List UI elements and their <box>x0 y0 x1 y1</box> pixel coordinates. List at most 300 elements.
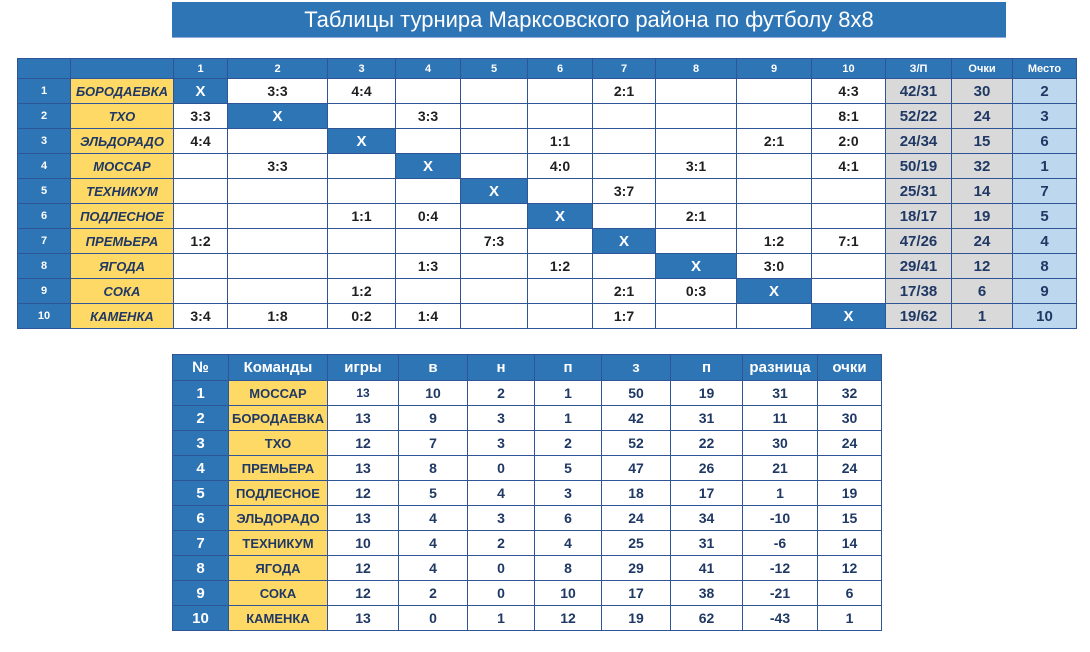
matrix-score-cell <box>328 104 396 129</box>
matrix-goals-cell: 17/38 <box>886 279 952 304</box>
standings-col-header: № <box>173 355 229 381</box>
standings-wins: 10 <box>399 381 468 406</box>
standings-team: ТЕХНИКУМ <box>229 531 328 556</box>
standings-goals-for: 18 <box>602 481 671 506</box>
standings-points: 32 <box>818 381 882 406</box>
standings-draws: 4 <box>468 481 535 506</box>
matrix-score-cell <box>461 279 528 304</box>
matrix-score-cell <box>593 129 656 154</box>
matrix-score-cell: 3:4 <box>174 304 228 329</box>
matrix-score-cell <box>656 229 737 254</box>
matrix-score-cell: 8:1 <box>812 104 886 129</box>
matrix-score-cell: 1:2 <box>328 279 396 304</box>
matrix-score-cell: 1:4 <box>396 304 461 329</box>
matrix-score-cell: 3:3 <box>396 104 461 129</box>
matrix-score-cell <box>328 154 396 179</box>
matrix-col-header: 6 <box>528 59 593 79</box>
matrix-score-cell: 4:4 <box>174 129 228 154</box>
matrix-score-cell: 1:2 <box>737 229 812 254</box>
standings-losses: 6 <box>535 506 602 531</box>
matrix-goals-cell: 50/19 <box>886 154 952 179</box>
standings-goal-diff: 30 <box>743 431 818 456</box>
matrix-score-cell <box>528 104 593 129</box>
standings-wins: 4 <box>399 531 468 556</box>
standings-goal-diff: 21 <box>743 456 818 481</box>
results-matrix <box>17 58 1077 329</box>
matrix-score-cell: 1:3 <box>396 254 461 279</box>
standings-position: 1 <box>173 381 229 406</box>
matrix-score-cell: 0:3 <box>656 279 737 304</box>
matrix-row-number: 10 <box>18 304 71 329</box>
standings-goal-diff: 1 <box>743 481 818 506</box>
standings-games: 12 <box>328 581 399 606</box>
matrix-score-cell: 4:0 <box>528 154 593 179</box>
standings-games: 12 <box>328 556 399 581</box>
matrix-points-cell: 15 <box>952 129 1013 154</box>
matrix-score-cell: 3:0 <box>737 254 812 279</box>
standings-goals-against: 41 <box>671 556 743 581</box>
standings-points: 19 <box>818 481 882 506</box>
matrix-place-cell: 10 <box>1013 304 1077 329</box>
matrix-goals-cell: 42/31 <box>886 79 952 104</box>
standings-wins: 8 <box>399 456 468 481</box>
standings-row <box>173 456 882 481</box>
matrix-row <box>18 179 1077 204</box>
standings-col-header: н <box>468 355 535 381</box>
standings-draws: 0 <box>468 556 535 581</box>
matrix-points-cell: 6 <box>952 279 1013 304</box>
matrix-score-cell <box>228 279 328 304</box>
matrix-score-cell: 1:2 <box>528 254 593 279</box>
standings-goal-diff: 31 <box>743 381 818 406</box>
standings-games: 12 <box>328 481 399 506</box>
matrix-place-cell: 1 <box>1013 154 1077 179</box>
matrix-place-cell: 7 <box>1013 179 1077 204</box>
standings-draws: 0 <box>468 581 535 606</box>
matrix-score-cell: 1:1 <box>528 129 593 154</box>
matrix-score-cell: 7:3 <box>461 229 528 254</box>
standings-wins: 7 <box>399 431 468 456</box>
matrix-row <box>18 279 1077 304</box>
standings-goals-for: 52 <box>602 431 671 456</box>
matrix-row-number: 4 <box>18 154 71 179</box>
standings-goal-diff: -6 <box>743 531 818 556</box>
matrix-place-cell: 2 <box>1013 79 1077 104</box>
standings-games: 12 <box>328 431 399 456</box>
standings-goal-diff: 11 <box>743 406 818 431</box>
matrix-score-cell <box>174 154 228 179</box>
matrix-row-number: 9 <box>18 279 71 304</box>
matrix-row <box>18 229 1077 254</box>
matrix-score-cell <box>528 179 593 204</box>
matrix-score-cell <box>737 154 812 179</box>
matrix-team-name: БОРОДАЕВКА <box>71 79 174 104</box>
standings-points: 12 <box>818 556 882 581</box>
matrix-row <box>18 79 1077 104</box>
standings-col-header: п <box>535 355 602 381</box>
matrix-score-cell <box>174 254 228 279</box>
standings-goals-against: 22 <box>671 431 743 456</box>
standings-games: 13 <box>328 406 399 431</box>
matrix-score-cell: 3:3 <box>228 79 328 104</box>
matrix-corner-team <box>71 59 174 79</box>
standings-position: 7 <box>173 531 229 556</box>
matrix-team-name: ЯГОДА <box>71 254 174 279</box>
matrix-score-cell <box>737 79 812 104</box>
standings-position: 2 <box>173 406 229 431</box>
matrix-score-cell <box>737 304 812 329</box>
matrix-row-number: 2 <box>18 104 71 129</box>
matrix-self-cell: X <box>228 104 328 129</box>
matrix-score-cell <box>461 129 528 154</box>
matrix-score-cell <box>812 179 886 204</box>
standings-goals-for: 24 <box>602 506 671 531</box>
standings-games: 10 <box>328 531 399 556</box>
matrix-self-cell: X <box>812 304 886 329</box>
standings-position: 10 <box>173 606 229 631</box>
matrix-score-cell <box>174 279 228 304</box>
matrix-score-cell: 3:3 <box>228 154 328 179</box>
standings-wins: 5 <box>399 481 468 506</box>
standings-games: 13 <box>328 456 399 481</box>
matrix-score-cell: 2:1 <box>593 279 656 304</box>
standings-team: ЯГОДА <box>229 556 328 581</box>
matrix-self-cell: X <box>328 129 396 154</box>
matrix-score-cell: 2:1 <box>656 204 737 229</box>
matrix-row <box>18 304 1077 329</box>
standings-row <box>173 581 882 606</box>
matrix-row-number: 1 <box>18 79 71 104</box>
matrix-place-cell: 9 <box>1013 279 1077 304</box>
standings-games: 13 <box>328 506 399 531</box>
matrix-self-cell: X <box>174 79 228 104</box>
standings-position: 9 <box>173 581 229 606</box>
matrix-col-header: 3 <box>328 59 396 79</box>
matrix-score-cell: 4:1 <box>812 154 886 179</box>
standings-row <box>173 556 882 581</box>
standings-position: 4 <box>173 456 229 481</box>
standings-col-header: очки <box>818 355 882 381</box>
matrix-score-cell: 1:7 <box>593 304 656 329</box>
matrix-col-header: 10 <box>812 59 886 79</box>
standings-col-header: Команды <box>229 355 328 381</box>
standings-points: 30 <box>818 406 882 431</box>
matrix-score-cell: 3:7 <box>593 179 656 204</box>
matrix-place-cell: 8 <box>1013 254 1077 279</box>
standings-draws: 0 <box>468 456 535 481</box>
standings-points: 1 <box>818 606 882 631</box>
standings-col-header: п <box>671 355 743 381</box>
standings-goal-diff: -12 <box>743 556 818 581</box>
standings-goals-for: 47 <box>602 456 671 481</box>
standings-wins: 4 <box>399 506 468 531</box>
matrix-row-number: 8 <box>18 254 71 279</box>
matrix-points-cell: 32 <box>952 154 1013 179</box>
matrix-score-cell: 1:1 <box>328 204 396 229</box>
matrix-row <box>18 204 1077 229</box>
matrix-team-name: МОССАР <box>71 154 174 179</box>
standings-position: 3 <box>173 431 229 456</box>
matrix-score-cell: 2:1 <box>593 79 656 104</box>
matrix-score-cell: 1:2 <box>174 229 228 254</box>
standings-losses: 2 <box>535 431 602 456</box>
standings-team: КАМЕНКА <box>229 606 328 631</box>
standings-table <box>172 354 882 631</box>
standings-points: 6 <box>818 581 882 606</box>
matrix-score-cell <box>528 279 593 304</box>
matrix-row-number: 3 <box>18 129 71 154</box>
matrix-header-row <box>18 59 1077 79</box>
matrix-score-cell <box>328 229 396 254</box>
standings-goals-against: 34 <box>671 506 743 531</box>
matrix-score-cell: 2:0 <box>812 129 886 154</box>
matrix-score-cell <box>174 204 228 229</box>
matrix-score-cell: 4:3 <box>812 79 886 104</box>
standings-games: 13 <box>328 606 399 631</box>
standings-team: ПОДЛЕСНОЕ <box>229 481 328 506</box>
matrix-team-name: ПРЕМЬЕРА <box>71 229 174 254</box>
matrix-goals-cell: 47/26 <box>886 229 952 254</box>
matrix-self-cell: X <box>737 279 812 304</box>
standings-losses: 8 <box>535 556 602 581</box>
standings-losses: 4 <box>535 531 602 556</box>
matrix-score-cell <box>228 179 328 204</box>
standings-draws: 2 <box>468 381 535 406</box>
matrix-score-cell <box>396 229 461 254</box>
matrix-row-number: 7 <box>18 229 71 254</box>
standings-row <box>173 606 882 631</box>
matrix-col-header: 8 <box>656 59 737 79</box>
matrix-col-header: 1 <box>174 59 228 79</box>
matrix-score-cell <box>396 129 461 154</box>
standings-wins: 2 <box>399 581 468 606</box>
matrix-score-cell: 1:8 <box>228 304 328 329</box>
standings-team: БОРОДАЕВКА <box>229 406 328 431</box>
matrix-self-cell: X <box>593 229 656 254</box>
standings-wins: 4 <box>399 556 468 581</box>
matrix-points-cell: 24 <box>952 229 1013 254</box>
matrix-row <box>18 254 1077 279</box>
standings-goals-for: 42 <box>602 406 671 431</box>
matrix-score-cell <box>328 179 396 204</box>
matrix-score-cell <box>461 79 528 104</box>
matrix-col-header: 4 <box>396 59 461 79</box>
standings-team: ПРЕМЬЕРА <box>229 456 328 481</box>
standings-points: 15 <box>818 506 882 531</box>
matrix-score-cell <box>656 129 737 154</box>
matrix-score-cell <box>528 304 593 329</box>
matrix-points-cell: 1 <box>952 304 1013 329</box>
standings-wins: 0 <box>399 606 468 631</box>
standings-games: 13 <box>328 381 399 406</box>
matrix-score-cell <box>396 79 461 104</box>
matrix-score-cell <box>812 279 886 304</box>
standings-losses: 12 <box>535 606 602 631</box>
matrix-score-cell <box>812 204 886 229</box>
matrix-col-header: 5 <box>461 59 528 79</box>
matrix-col-header-points: Очки <box>952 59 1013 79</box>
standings-goals-for: 50 <box>602 381 671 406</box>
matrix-row-number: 5 <box>18 179 71 204</box>
matrix-score-cell <box>396 279 461 304</box>
matrix-score-cell <box>228 129 328 154</box>
standings-losses: 5 <box>535 456 602 481</box>
matrix-score-cell <box>812 254 886 279</box>
standings-row <box>173 431 882 456</box>
matrix-score-cell: 4:4 <box>328 79 396 104</box>
standings-position: 6 <box>173 506 229 531</box>
standings-draws: 3 <box>468 506 535 531</box>
matrix-col-header: 7 <box>593 59 656 79</box>
standings-losses: 1 <box>535 381 602 406</box>
standings-row <box>173 531 882 556</box>
matrix-points-cell: 12 <box>952 254 1013 279</box>
matrix-score-cell: 3:3 <box>174 104 228 129</box>
standings-draws: 3 <box>468 431 535 456</box>
standings-team: МОССАР <box>229 381 328 406</box>
standings-row <box>173 381 882 406</box>
matrix-score-cell <box>656 104 737 129</box>
matrix-goals-cell: 18/17 <box>886 204 952 229</box>
matrix-goals-cell: 52/22 <box>886 104 952 129</box>
matrix-score-cell <box>461 154 528 179</box>
standings-goal-diff: -21 <box>743 581 818 606</box>
standings-row <box>173 406 882 431</box>
matrix-score-cell <box>656 79 737 104</box>
standings-goals-for: 25 <box>602 531 671 556</box>
matrix-team-name: КАМЕНКА <box>71 304 174 329</box>
standings-losses: 3 <box>535 481 602 506</box>
matrix-score-cell <box>174 179 228 204</box>
standings-goal-diff: -10 <box>743 506 818 531</box>
standings-goals-for: 17 <box>602 581 671 606</box>
matrix-score-cell <box>461 204 528 229</box>
matrix-points-cell: 19 <box>952 204 1013 229</box>
matrix-points-cell: 30 <box>952 79 1013 104</box>
matrix-points-cell: 24 <box>952 104 1013 129</box>
matrix-team-name: СОКА <box>71 279 174 304</box>
standings-draws: 3 <box>468 406 535 431</box>
matrix-score-cell <box>328 254 396 279</box>
matrix-row-number: 6 <box>18 204 71 229</box>
matrix-row <box>18 129 1077 154</box>
matrix-score-cell <box>396 179 461 204</box>
standings-goals-against: 17 <box>671 481 743 506</box>
matrix-place-cell: 4 <box>1013 229 1077 254</box>
matrix-score-cell <box>528 229 593 254</box>
matrix-score-cell <box>656 304 737 329</box>
standings-col-header: з <box>602 355 671 381</box>
standings-goals-against: 31 <box>671 406 743 431</box>
standings-goals-against: 31 <box>671 531 743 556</box>
standings-header-row <box>173 355 882 381</box>
matrix-score-cell <box>461 104 528 129</box>
matrix-points-cell: 14 <box>952 179 1013 204</box>
standings-goal-diff: -43 <box>743 606 818 631</box>
standings-team: ЭЛЬДОРАДО <box>229 506 328 531</box>
matrix-score-cell <box>593 204 656 229</box>
standings-draws: 1 <box>468 606 535 631</box>
matrix-goals-cell: 19/62 <box>886 304 952 329</box>
matrix-col-header: 2 <box>228 59 328 79</box>
standings-goals-for: 29 <box>602 556 671 581</box>
matrix-col-header: 9 <box>737 59 812 79</box>
matrix-self-cell: X <box>461 179 528 204</box>
standings-col-header: разница <box>743 355 818 381</box>
matrix-self-cell: X <box>528 204 593 229</box>
matrix-col-header-gd: З/П <box>886 59 952 79</box>
standings-col-header: игры <box>328 355 399 381</box>
standings-goals-for: 19 <box>602 606 671 631</box>
matrix-goals-cell: 29/41 <box>886 254 952 279</box>
matrix-team-name: ТЕХНИКУМ <box>71 179 174 204</box>
matrix-score-cell <box>593 154 656 179</box>
matrix-score-cell <box>737 104 812 129</box>
matrix-score-cell <box>461 254 528 279</box>
matrix-score-cell <box>228 204 328 229</box>
matrix-team-name: ПОДЛЕСНОЕ <box>71 204 174 229</box>
matrix-score-cell: 3:1 <box>656 154 737 179</box>
standings-row <box>173 506 882 531</box>
matrix-goals-cell: 25/31 <box>886 179 952 204</box>
matrix-self-cell: X <box>396 154 461 179</box>
matrix-team-name: ТХО <box>71 104 174 129</box>
standings-points: 14 <box>818 531 882 556</box>
page-title: Таблицы турнира Марксовского района по футболу 8х8 <box>172 2 1006 38</box>
standings-col-header: в <box>399 355 468 381</box>
matrix-score-cell <box>656 179 737 204</box>
matrix-col-header-place: Место <box>1013 59 1077 79</box>
matrix-score-cell <box>228 229 328 254</box>
matrix-score-cell <box>593 104 656 129</box>
matrix-score-cell <box>461 304 528 329</box>
standings-goals-against: 38 <box>671 581 743 606</box>
matrix-score-cell <box>593 254 656 279</box>
standings-wins: 9 <box>399 406 468 431</box>
standings-goals-against: 62 <box>671 606 743 631</box>
standings-goals-against: 19 <box>671 381 743 406</box>
matrix-self-cell: X <box>656 254 737 279</box>
matrix-corner <box>18 59 71 79</box>
standings-team: ТХО <box>229 431 328 456</box>
standings-position: 5 <box>173 481 229 506</box>
standings-points: 24 <box>818 456 882 481</box>
matrix-score-cell <box>737 204 812 229</box>
standings-goals-against: 26 <box>671 456 743 481</box>
matrix-place-cell: 6 <box>1013 129 1077 154</box>
matrix-score-cell: 0:2 <box>328 304 396 329</box>
standings-draws: 2 <box>468 531 535 556</box>
standings-losses: 10 <box>535 581 602 606</box>
matrix-row <box>18 154 1077 179</box>
matrix-place-cell: 5 <box>1013 204 1077 229</box>
matrix-score-cell <box>737 179 812 204</box>
matrix-place-cell: 3 <box>1013 104 1077 129</box>
standings-points: 24 <box>818 431 882 456</box>
matrix-score-cell <box>528 79 593 104</box>
matrix-score-cell <box>228 254 328 279</box>
matrix-score-cell: 0:4 <box>396 204 461 229</box>
standings-row <box>173 481 882 506</box>
matrix-score-cell: 2:1 <box>737 129 812 154</box>
matrix-score-cell: 7:1 <box>812 229 886 254</box>
matrix-row <box>18 104 1077 129</box>
matrix-goals-cell: 24/34 <box>886 129 952 154</box>
standings-team: СОКА <box>229 581 328 606</box>
standings-position: 8 <box>173 556 229 581</box>
matrix-team-name: ЭЛЬДОРАДО <box>71 129 174 154</box>
standings-losses: 1 <box>535 406 602 431</box>
